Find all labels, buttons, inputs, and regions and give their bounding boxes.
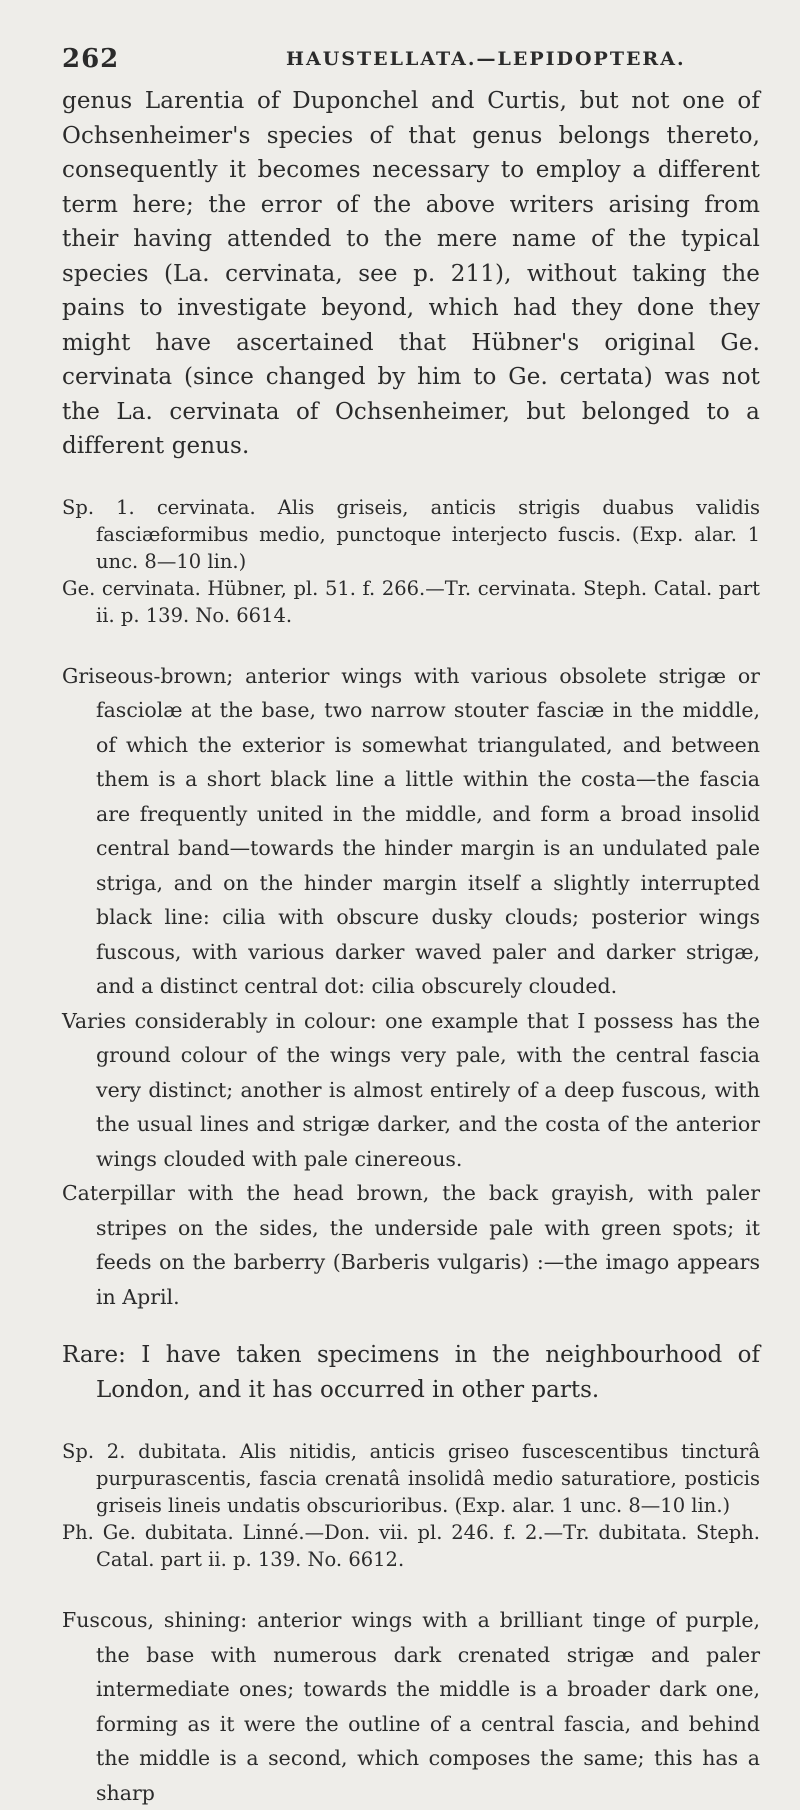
running-head: HAUSTELLATA.—LEPIDOPTERA. xyxy=(286,48,686,70)
species-2-description: Fuscous, shining: anterior wings with a brilliant tinge of purple, the base with numerous dark crenated strigæ and paler intermediate ones; towards the middle is a broader dark one, forming as it were the outline of a central fascia, and behind the middle is a second, which composes the same; this has a sharp xyxy=(62,1608,760,1805)
species-1-synonymy: Ge. cervinata. Hübner, pl. 51. f. 266.—Tr. cervinata. Steph. Catal. part ii. p. 139. No. 6614. xyxy=(62,576,760,627)
species-2-diagnosis: Sp. 2. dubitata. Alis nitidis, anticis griseo fuscescentibus tincturâ purpurascentis, fascia crenatâ insolidâ medio saturatiore, posticis griseis lineis undatis obscurioribus. (Exp. alar. 1 unc. 8—10 lin.) xyxy=(62,1440,760,1517)
species-1-caterpillar: Caterpillar with the head brown, the back grayish, with paler stripes on the sides, the underside pale with green spots; it feeds on the barberry (Barberis vulgaris) :—the imago appears in April. xyxy=(62,1181,760,1309)
species-1-rarity: Rare: I have taken specimens in the neighbourhood of London, and it has occurred in other parts. xyxy=(62,1342,760,1403)
species-2-synonymy: Ph. Ge. dubitata. Linné.—Don. vii. pl. 246. f. 2.—Tr. dubitata. Steph. Catal. part ii. p. 139. No. 6612. xyxy=(62,1521,760,1571)
page-header xyxy=(62,44,762,80)
species-1-description: Griseous-brown; anterior wings with various obsolete strigæ or fasciolæ at the base, two narrow stouter fasciæ in the middle, of which the exterior is somewhat triangulated, and between them is a short black line a little within the costa—the fascia are frequently united in the middle, and form a broad insolid central band—towards the hinder margin is an undulated pale striga, and on the hinder margin itself a slightly interrupted black line: cilia with obscure dusky clouds; posterior wings fuscous, with various darker waved paler and darker strigæ, and a distinct central dot: cilia obscurely clouded. xyxy=(62,663,760,998)
page-body xyxy=(62,84,760,1810)
intro-paragraph: genus Larentia of Duponchel and Curtis, but not one of Ochsenheimer's species of that genus belongs thereto, consequently it becomes necessary to employ a different term here; the error of the above writers arising from their having attended to the mere name of the typical species (La. cervinata, see p. 211), without taking the pains to investigate beyond, which had they done they might have ascertained that Hübner's original Ge. cervinata (since changed by him to Ge. certata) was not the La. cervinata of Ochsenheimer, but belonged to a different genus. xyxy=(62,88,760,459)
species-1-diagnosis: Sp. 1. cervinata. Alis griseis, anticis strigis duabus validis fasciæformibus medio, punctoque interjecto fuscis. (Exp. alar. 1 unc. 8—10 lin.) xyxy=(62,495,760,573)
species-1-varieties: Varies considerably in colour: one example that I possess has the ground colour of the wings very pale, with the central fascia very distinct; another is almost entirely of a deep fuscous, with the usual lines and strigæ darker, and the costa of the anterior wings clouded with pale cinereous. xyxy=(62,1008,760,1171)
page-number: 262 xyxy=(62,44,120,74)
